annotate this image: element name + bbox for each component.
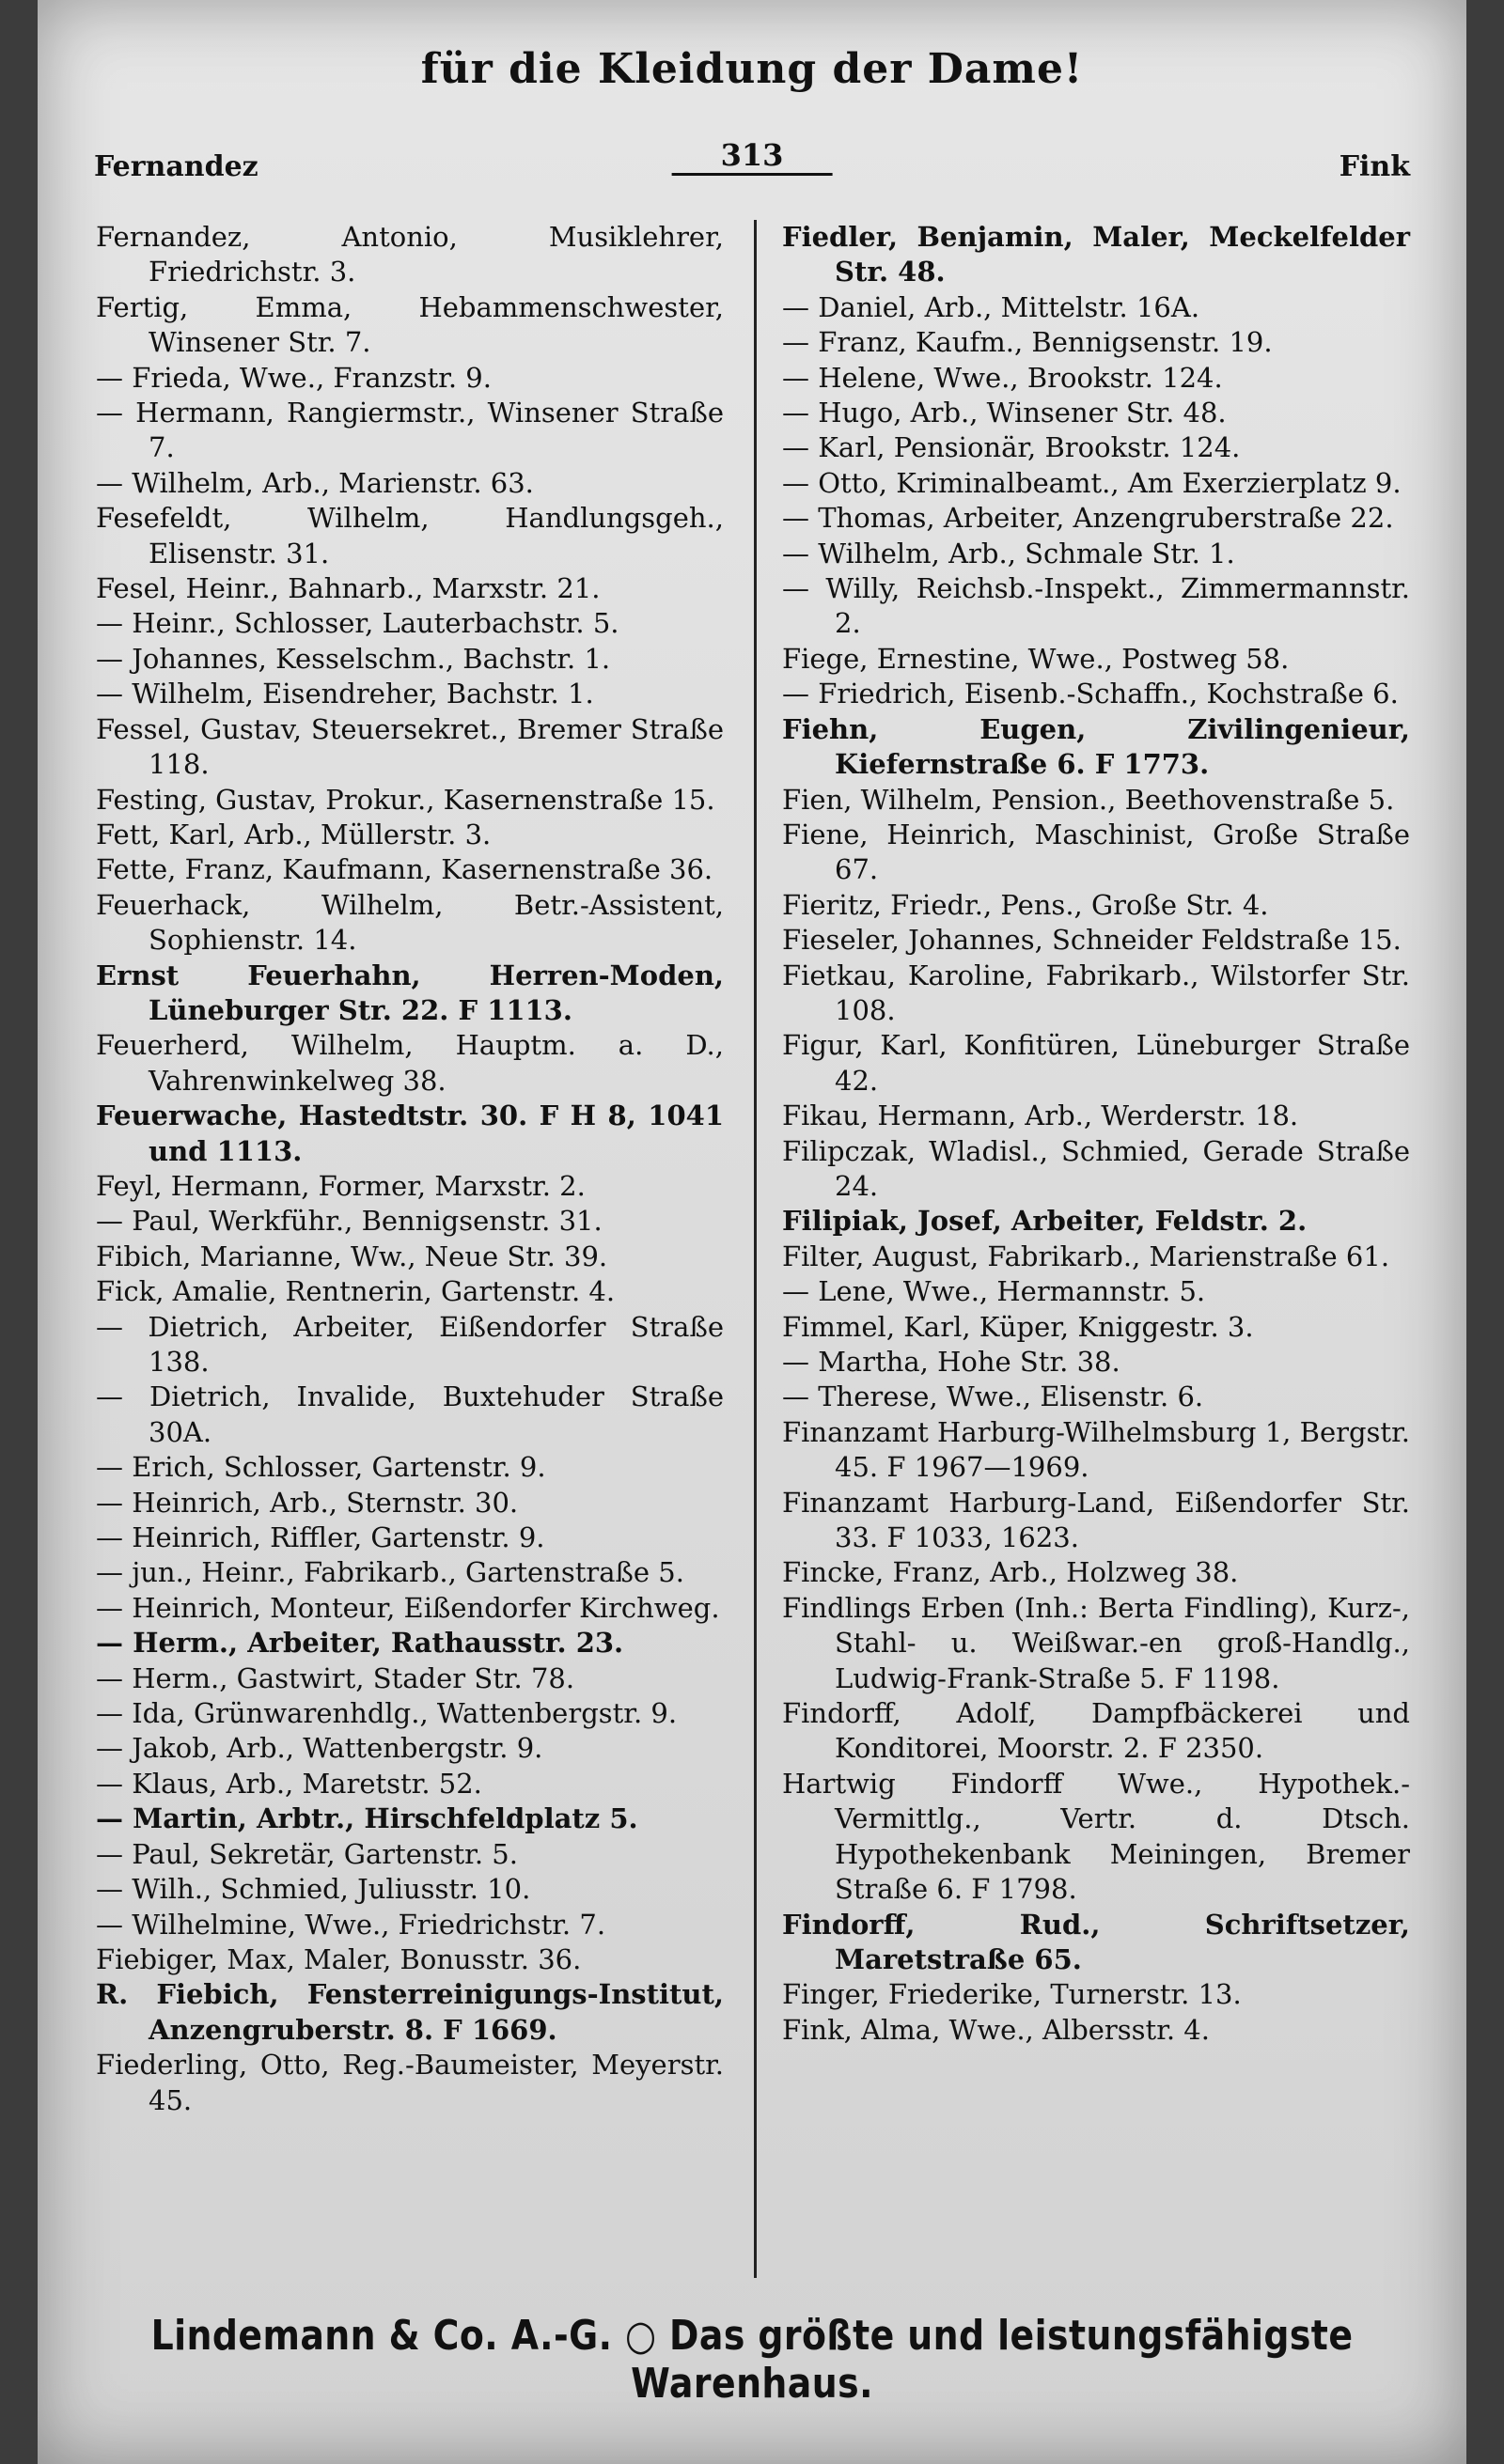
directory-entry: Feuerherd, Wilhelm, Hauptm. a. D., Vahrenwinkelweg 38. — [96, 1029, 724, 1097]
directory-entry: Finanzamt Harburg-Land, Eißendorfer Str. 33. F 1033, 1623. — [782, 1486, 1410, 1554]
directory-entry: Fiehn, Eugen, Zivilingenieur, Kiefernstraße 6. F 1773. — [782, 712, 1410, 781]
directory-entry: Fick, Amalie, Rentnerin, Gartenstr. 4. — [96, 1275, 616, 1308]
page-number: 313 — [672, 137, 833, 176]
directory-entry: Finanzamt Harburg-Wilhelmsburg 1, Bergstr. 45. F 1967—1969. — [782, 1415, 1410, 1484]
directory-entry: — jun., Heinr., Fabrikarb., Gartenstraße 5. — [96, 1556, 684, 1589]
directory-entry: — Heinrich, Arb., Sternstr. 30. — [96, 1486, 519, 1519]
directory-entry: Fikau, Hermann, Arb., Werderstr. 18. — [782, 1099, 1299, 1132]
directory-entry: — Wilhelm, Arb., Schmale Str. 1. — [782, 537, 1235, 569]
directory-entry: Feuerwache, Hastedtstr. 30. F H 8, 1041 und 1113. — [96, 1099, 724, 1167]
right-column — [782, 220, 1410, 2278]
directory-entry: R. Fiebich, Fensterreinigungs-Institut, Anzengruberstr. 8. F 1669. — [96, 1978, 724, 2046]
top-advertisement: für die Kleidung der Dame! — [420, 45, 1084, 93]
directory-entry: Figur, Karl, Konfitüren, Lüneburger Straße 42. — [782, 1029, 1410, 1097]
directory-entry: Feyl, Hermann, Former, Marxstr. 2. — [96, 1169, 586, 1202]
directory-entry: — Klaus, Arb., Maretstr. 52. — [96, 1767, 482, 1800]
directory-entry: Fernandez, Antonio, Musiklehrer, Friedrichstr. 3. — [96, 221, 724, 289]
directory-entry: Findorff, Rud., Schriftsetzer, Maretstraße 65. — [782, 1908, 1410, 1975]
directory-entry: Fessel, Gustav, Steuersekret., Bremer Straße 118. — [96, 712, 724, 781]
directory-entry: — Dietrich, Arbeiter, Eißendorfer Straße 138. — [96, 1310, 724, 1378]
directory-entry: — Karl, Pensionär, Brookstr. 124. — [782, 431, 1241, 464]
directory-entry: — Wilhelmine, Wwe., Friedrichstr. 7. — [96, 1908, 606, 1941]
directory-entry: Finger, Friederike, Turnerstr. 13. — [782, 1978, 1242, 2011]
directory-entry: Fiederling, Otto, Reg.-Baumeister, Meyerstr. 45. — [96, 2049, 724, 2116]
directory-entry: Fink, Alma, Wwe., Albersstr. 4. — [782, 2013, 1210, 2046]
column-divider — [754, 220, 757, 2278]
directory-entry: — Helene, Wwe., Brookstr. 124. — [782, 361, 1223, 394]
directory-entry: Fien, Wilhelm, Pension., Beethovenstraße 5. — [782, 783, 1395, 816]
left-column — [96, 220, 724, 2278]
directory-entry: Feuerhack, Wilhelm, Betr.-Assistent, Sophienstr. 14. — [96, 888, 724, 957]
directory-entry: — Johannes, Kesselschm., Bachstr. 1. — [96, 642, 611, 675]
directory-entry: Fiege, Ernestine, Wwe., Postweg 58. — [782, 642, 1290, 675]
directory-entry: Filter, August, Fabrikarb., Marienstraße 61. — [782, 1240, 1390, 1272]
directory-entry: — Franz, Kaufm., Bennigsenstr. 19. — [782, 326, 1273, 359]
directory-entry: — Thomas, Arbeiter, Anzengruberstraße 22. — [782, 502, 1394, 535]
directory-entry: — Willy, Reichsb.-Inspekt., Zimmermannstr. 2. — [782, 572, 1410, 640]
directory-entry: Hartwig Findorff Wwe., Hypothek.-Vermittlg., Vertr. d. Dtsch. Hypothekenbank Meiningen, Bremer Straße 6. F 1798. — [782, 1767, 1410, 1906]
directory-entry: — Therese, Wwe., Elisenstr. 6. — [782, 1380, 1204, 1413]
directory-entry: — Erich, Schlosser, Gartenstr. 9. — [96, 1451, 546, 1484]
directory-entry: Fibich, Marianne, Ww., Neue Str. 39. — [96, 1240, 608, 1272]
directory-entry: Fiene, Heinrich, Maschinist, Große Straße 67. — [782, 818, 1410, 886]
directory-entry: Fette, Franz, Kaufmann, Kasernenstraße 36. — [96, 853, 713, 886]
directory-entry: Findorff, Adolf, Dampfbäckerei und Konditorei, Moorstr. 2. F 2350. — [782, 1697, 1410, 1765]
directory-entry: — Paul, Sekretär, Gartenstr. 5. — [96, 1837, 518, 1870]
page-header — [94, 132, 1410, 188]
directory-entry: Filipiak, Josef, Arbeiter, Feldstr. 2. — [782, 1205, 1308, 1238]
directory-entry: Fesel, Heinr., Bahnarb., Marxstr. 21. — [96, 572, 601, 605]
directory-entry: — Dietrich, Invalide, Buxtehuder Straße 30A. — [96, 1380, 724, 1448]
footer-advertisement: Lindemann & Co. A.-G. ○ Das größte und leistungsfähigste Warenhaus. — [150, 2312, 1354, 2408]
directory-entry: — Heinrich, Riffler, Gartenstr. 9. — [96, 1521, 545, 1554]
directory-entry: Fertig, Emma, Hebammenschwester, Winsener Str. 7. — [96, 290, 724, 359]
directory-entry: — Heinr., Schlosser, Lauterbachstr. 5. — [96, 607, 619, 640]
directory-entry: — Lene, Wwe., Hermannstr. 5. — [782, 1275, 1206, 1308]
directory-entry: Fieseler, Johannes, Schneider Feldstraße 15. — [782, 924, 1402, 957]
directory-entry: Filipczak, Wladisl., Schmied, Gerade Straße 24. — [782, 1134, 1410, 1202]
directory-entry: — Martha, Hohe Str. 38. — [782, 1346, 1120, 1378]
directory-entry: Fiebiger, Max, Maler, Bonusstr. 36. — [96, 1942, 582, 1975]
directory-entry: Findlings Erben (Inh.: Berta Findling), Kurz-, Stahl- u. Weißwar.-en groß-Handlg., Ludwig-Frank-Straße 5. F 1198. — [782, 1591, 1410, 1694]
directory-entry: Fieritz, Friedr., Pens., Große Str. 4. — [782, 888, 1269, 921]
directory-entry: — Wilhelm, Eisendreher, Bachstr. 1. — [96, 678, 594, 710]
directory-entry: Fimmel, Karl, Küper, Kniggestr. 3. — [782, 1310, 1254, 1343]
directory-entry: Fiedler, Benjamin, Maler, Meckelfelder Str. 48. — [782, 221, 1410, 289]
directory-entry: — Wilh., Schmied, Juliusstr. 10. — [96, 1873, 531, 1906]
directory-entry: — Heinrich, Monteur, Eißendorfer Kirchweg. — [96, 1591, 720, 1624]
directory-entry: — Otto, Kriminalbeamt., Am Exerzierplatz 9. — [782, 466, 1402, 499]
directory-entry: — Hermann, Rangiermstr., Winsener Straße 7. — [96, 397, 724, 464]
directory-entry: Fietkau, Karoline, Fabrikarb., Wilstorfer Str. 108. — [782, 959, 1410, 1026]
directory-entry: Festing, Gustav, Prokur., Kasernenstraße 15. — [96, 783, 715, 816]
directory-page — [38, 0, 1466, 2464]
directory-entry: — Ida, Grünwarenhdlg., Wattenbergstr. 9. — [96, 1697, 678, 1730]
directory-entry: — Paul, Werkführ., Bennigsenstr. 31. — [96, 1205, 603, 1238]
directory-columns — [96, 220, 1410, 2278]
directory-entry: Ernst Feuerhahn, Herren-Moden, Lüneburger Str. 22. F 1113. — [96, 959, 724, 1026]
directory-entry: Fesefeldt, Wilhelm, Handlungsgeh., Elisenstr. 31. — [96, 502, 724, 569]
directory-entry: — Frieda, Wwe., Franzstr. 9. — [96, 361, 492, 394]
header-first-name: Fernandez — [94, 150, 258, 183]
directory-entry: Fincke, Franz, Arb., Holzweg 38. — [782, 1556, 1239, 1589]
directory-entry: — Martin, Arbtr., Hirschfeldplatz 5. — [96, 1802, 638, 1835]
directory-entry: — Wilhelm, Arb., Marienstr. 63. — [96, 466, 534, 499]
directory-entry: — Herm., Gastwirt, Stader Str. 78. — [96, 1661, 575, 1694]
header-last-name: Fink — [1339, 150, 1410, 183]
directory-entry: — Herm., Arbeiter, Rathausstr. 23. — [96, 1627, 624, 1660]
directory-entry: Fett, Karl, Arb., Müllerstr. 3. — [96, 818, 492, 850]
directory-entry: — Daniel, Arb., Mittelstr. 16A. — [782, 290, 1200, 323]
directory-entry: — Jakob, Arb., Wattenbergstr. 9. — [96, 1732, 543, 1765]
directory-entry: — Hugo, Arb., Winsener Str. 48. — [782, 397, 1227, 429]
directory-entry: — Friedrich, Eisenb.-Schaffn., Kochstraße 6. — [782, 678, 1399, 710]
